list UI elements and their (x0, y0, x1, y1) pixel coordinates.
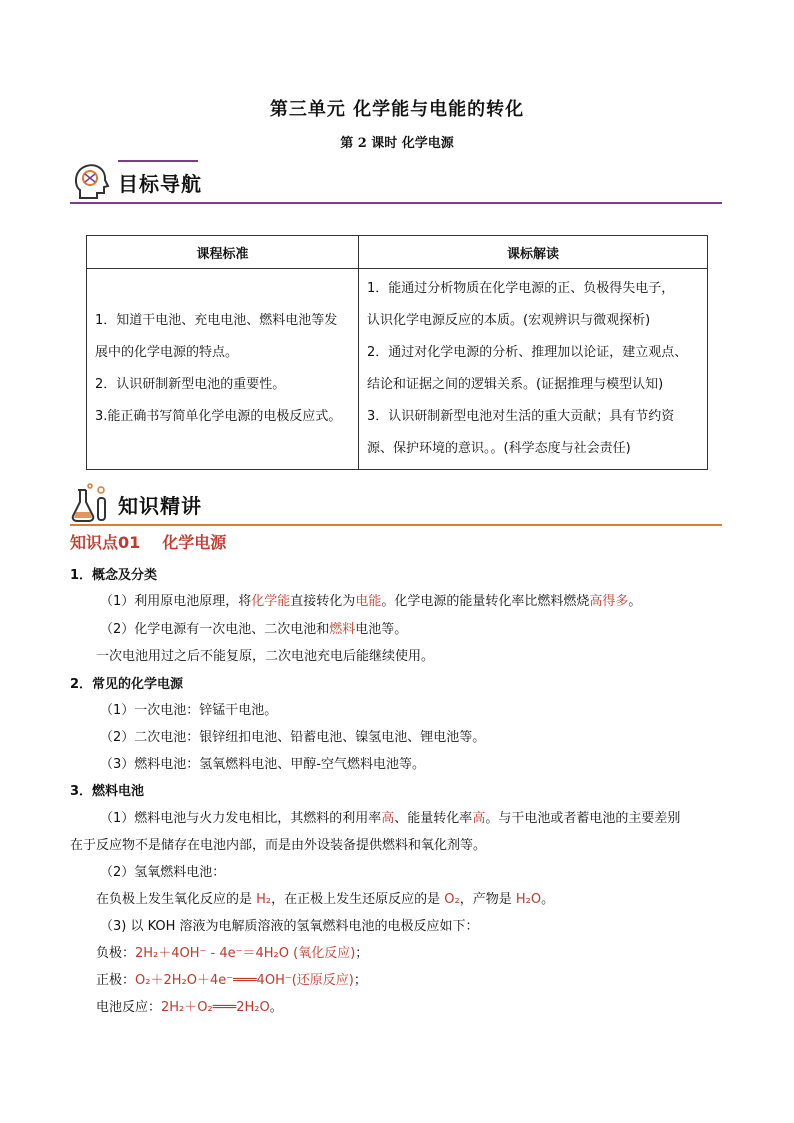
text-line: 1．能通过分析物质在化学电源的正、负极得失电子， (367, 281, 675, 296)
section-header-knowledge (70, 482, 722, 526)
list-item-fuel: （3）燃料电池：氢氧燃料电池、甲醇-空气燃料电池等。 (100, 757, 425, 772)
text-line: 展中的化学电源的特点。 (95, 345, 239, 360)
interpretation-cell (359, 269, 708, 470)
text-line: 源、保护环境的意识。。(科学态度与社会责任) (367, 441, 631, 456)
table-header-standards: 课程标准 (87, 236, 359, 269)
standards-table (86, 235, 708, 470)
equation-cell: 电池反应：2H₂＋O₂═══2H₂O。 (96, 1000, 283, 1015)
heading-concept: 1．概念及分类 (70, 568, 158, 583)
lab-flask-icon (70, 482, 112, 524)
equation-negative: 负极：2H₂＋4OH⁻ - 4e⁻＝4H₂O (氧化反应)； (96, 946, 369, 961)
paragraph-fuel-2: （2）氢氧燃料电池： (100, 865, 226, 880)
list-item-secondary: （2）二次电池：银锌纽扣电池、铅蓄电池、镍氢电池、锂电池等。 (100, 730, 486, 745)
paragraph-3: 一次电池用过之后不能复原，二次电池充电后能继续使用。 (96, 649, 435, 664)
page-title: 第三单元 化学能与电能的转化 (269, 99, 525, 120)
text-line: 3．认识研制新型电池对生活的重大贡献；具有节约资 (367, 409, 675, 424)
text-line: 2．通过对化学电源的分析、推理加以论证，建立观点、 (367, 345, 688, 360)
section-label: 知识精讲 (118, 494, 202, 518)
list-item-primary: （1）一次电池：锌锰干电池。 (100, 703, 278, 718)
equation-positive: 正极：O₂＋2H₂O＋4e⁻═══4OH⁻(还原反应)； (96, 973, 367, 988)
paragraph-1: （1）利用原电池原理，将化学能直接转化为电能。化学电源的能量转化率比燃料燃烧高得多。 (100, 594, 642, 609)
section-header-goals (70, 160, 722, 204)
text-line: 结论和证据之间的逻辑关系。(证据推理与模型认知) (367, 377, 664, 392)
knowledge-point-number: 知识点01 (70, 533, 141, 552)
page-subtitle: 第 2 课时 化学电源 (340, 136, 454, 151)
paragraph-fuel-3: 在负极上发生氧化反应的是 H₂，在正极上发生还原反应的是 O₂，产物是 H₂O。 (96, 892, 555, 907)
text-line: 2．认识研制新型电池的重要性。 (95, 377, 286, 392)
heading-common-sources: 2．常见的化学电源 (70, 677, 184, 692)
paragraph-2: （2）化学电源有一次电池、二次电池和燃料电池等。 (100, 622, 408, 637)
knowledge-point-title (70, 530, 248, 553)
text-line: 1．知道干电池、充电电池、燃料电池等发 (95, 313, 338, 328)
paragraph-fuel-4: （3) 以 KOH 溶液为电解质溶液的氢氧燃料电池的电极反应如下： (100, 919, 479, 934)
heading-fuel-cell: 3．燃料电池 (70, 784, 145, 799)
paragraph-fuel-1-cont: 在于反应物不是储存在电池内部，而是由外设装备提供燃料和氧化剂等。 (70, 838, 487, 853)
section-label: 目标导航 (118, 172, 202, 196)
table-header-interpretation: 课标解读 (359, 236, 708, 269)
knowledge-point-label: 化学电源 (162, 533, 227, 552)
text-line: 3.能正确书写简单化学电源的电极反应式。 (95, 409, 342, 424)
standards-cell (87, 269, 359, 470)
brain-head-icon (70, 160, 112, 202)
paragraph-fuel-1: （1）燃料电池与火力发电相比，其燃料的利用率高、能量转化率高。与干电池或者蓄电池的主要差别 (100, 811, 681, 826)
text-line: 认识化学电源反应的本质。(宏观辨识与微观探析) (367, 313, 651, 328)
